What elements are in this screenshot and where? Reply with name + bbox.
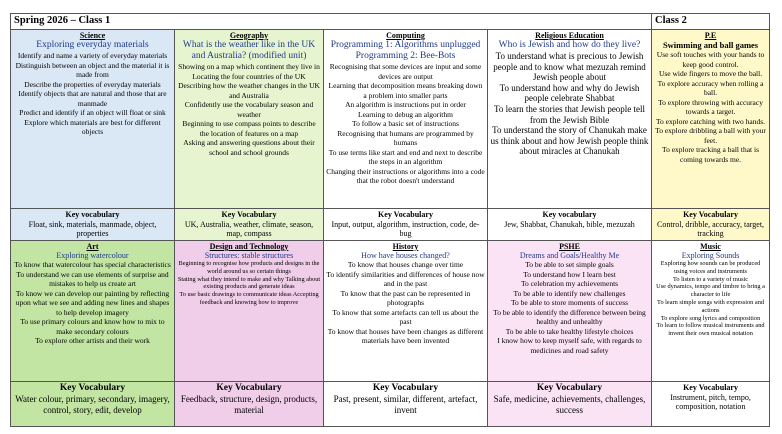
art-line: To know that watercolour has special characteristics (14, 260, 171, 269)
computing-line: An algorithm is instructions put in order (345, 100, 466, 109)
geography-cell (175, 30, 324, 209)
computing-line: To use terms like start and end and next to describe the steps in an algorithm (328, 147, 483, 166)
music-line: To explore song lyrics and composition (660, 314, 761, 322)
geography-vocab-cell (175, 209, 324, 241)
science-line: Explore which materials are best for different objects (24, 117, 161, 136)
geography-line: Describing how the weather changes in the UK and Australia (178, 81, 320, 100)
art-cell (11, 241, 175, 382)
re-vocab-cell (488, 209, 652, 241)
history-line: To identify similarities and differences of house now and in the past (326, 269, 485, 288)
dt-vocab-cell (175, 382, 324, 427)
pe-vocab: Control, dribble, accuracy, target, tracking (656, 219, 765, 238)
dt-line: Stating what they intend to make and why Talking about existing products and generate ideas (177, 275, 321, 291)
row2-content (11, 241, 770, 382)
music-line: To listen to a variety of music (672, 275, 749, 283)
art-topic: Exploring watercolour (56, 251, 129, 260)
history-line: To know that houses have been changes as different materials have been invented (327, 326, 484, 345)
computing-cell (324, 30, 488, 209)
computing-vocab-cell (324, 209, 488, 241)
science-vocab-cell (11, 209, 175, 241)
term-title: Spring 2026 – Class 1 (11, 14, 652, 30)
pshe-line: To be able to set simple goals (525, 260, 614, 269)
geography-vocab: UK, Australia, weather, climate, season, map, compass (184, 219, 314, 238)
pshe-topic: Dreams and Goals/Healthy Me (519, 251, 620, 260)
computing-vocab: Input, output, algorithm, instruction, code, de-bug (331, 219, 480, 238)
history-topic: How have houses changed? (361, 251, 450, 260)
music-line: Use dynamics, tempo and timbre to bring a character to life (656, 283, 765, 299)
re-vocab-title: Key vocabulary (542, 210, 597, 219)
re-vocab: Jew, Shabbat, Chanukah, bible, mezuzah (504, 219, 635, 229)
dt-cell (175, 241, 324, 382)
history-line: To know that some artefacts can tell us about the past (332, 307, 479, 326)
science-line: Distinguish between an object and the material it is made from (15, 60, 170, 79)
pshe-vocab-cell (488, 382, 652, 427)
art-title: Art (86, 242, 99, 251)
music-title: Music (700, 242, 721, 251)
computing-line: Learning that decomposition means breaking down a problem into smaller parts (328, 81, 483, 100)
history-line: To know that the past can be represented in photographs (340, 288, 471, 307)
music-line: To learn to follow musical instruments and invent their own musical notation (656, 322, 765, 338)
computing-line: To follow a basic set of instructions (352, 119, 459, 128)
pe-vocab-cell (652, 209, 770, 241)
pe-line: To explore tracking a ball that is coming towards me. (662, 145, 759, 164)
pshe-title: PSHE (559, 242, 580, 251)
geography-vocab-title: Key Vocabulary (221, 210, 277, 219)
pe-title: P.E (704, 31, 717, 40)
pe-line: To explore throwing with accuracy towards a target. (658, 97, 763, 116)
computing-title: Computing (386, 31, 425, 40)
art-line: To know we can develop our painting by reflecting upon what we see and adding new lines and shapes to help develop imagery (15, 288, 170, 317)
history-vocab-cell (324, 382, 488, 427)
pshe-line: To understand how I learn best (523, 269, 616, 279)
pe-cell (652, 30, 770, 209)
geography-topic: What is the weather like in the UK and Australia? (modified unit) (182, 40, 316, 61)
science-vocab-title: Key vocabulary (65, 210, 120, 219)
re-line: To understand how and why do Jewish people celebrate Shabbat (499, 82, 640, 104)
re-line: To understand the story of Chanukah make us think about and how Jewish people think about miracles at Chanukah (490, 125, 649, 157)
art-vocab-cell (11, 382, 175, 427)
history-vocab: Past, present, similar, different, artefact, invent (333, 394, 478, 415)
geography-line: Locating the four countries of the UK (192, 71, 306, 81)
dt-vocab: Feedback, structure, design, products, material (180, 394, 318, 415)
art-vocab: Water colour, primary, secondary, imagery, control, story, edit, develop (15, 394, 170, 415)
pe-line: Use wide fingers to move the ball. (658, 69, 763, 78)
science-vocab: Float, sink, materials, manmade, object, properties (28, 219, 157, 238)
curriculum-table (10, 13, 770, 427)
history-line: To know that houses change over time (347, 260, 464, 269)
science-line: Identify and name a variety of everyday materials (17, 51, 168, 60)
science-title: Science (79, 31, 106, 40)
science-topic: Exploring everyday materials (36, 40, 149, 50)
row1-content (11, 30, 770, 209)
geography-line: Asking and answering questions about their school and school grounds (183, 138, 315, 157)
dt-vocab-title: Key Vocabulary (216, 383, 282, 393)
science-line: Predict and identify if an object will float or sink (19, 108, 166, 117)
computing-line: Recognising that some devices are input and some devices are output (329, 62, 482, 81)
science-line: Identify objects that are natural and those that are manmade (18, 89, 167, 108)
science-cell (11, 30, 175, 209)
music-line: Exploring how sounds can be produced using voices and instruments (660, 260, 761, 275)
pshe-cell (488, 241, 652, 382)
computing-topic: Programming 1: Algorithms unplugged Programming 2: Bee-Bots (330, 40, 481, 61)
re-line: To understand what is precious to Jewish people and to know what mezuzah remind Jewish people about (493, 51, 646, 83)
art-line: To explore other artists and their work (35, 336, 150, 345)
pshe-line: To celebration my achievements (520, 279, 619, 288)
header-row (11, 14, 770, 30)
geography-title: Geography (229, 31, 269, 40)
pe-line: To explore dribbling a ball with your feet. (655, 126, 766, 145)
music-line: To learn simple songs with expression and actions (657, 298, 764, 314)
music-vocab: Instrument, pitch, tempo, composition, notation (670, 392, 751, 411)
pe-line: To explore catching with two hands. (656, 116, 766, 126)
geography-line: Confidently use the vocabulary season and weather (184, 100, 314, 119)
pshe-line: To be able to identify the difference between being healthy and unhealthy (493, 307, 646, 326)
pshe-vocab: Safe, medicine, achievements, challenges, success (493, 394, 646, 415)
re-topic: Who is Jewish and how do they live? (498, 40, 641, 50)
art-line: To understand we can use elements of surprise and mistakes to help us create art (16, 269, 169, 288)
science-line: Describe the properties of everyday materials (24, 79, 161, 89)
computing-line: Changing their instructions or algorithms into a code that the robot doesn't understand (326, 166, 485, 185)
pe-line: To explore accuracy when rolling a ball. (657, 78, 764, 97)
dt-title: Design and Technology (209, 242, 289, 251)
pshe-line: To be able to store moments of success (510, 298, 629, 307)
re-cell (488, 30, 652, 209)
pshe-line: To be able to identify new challenges (513, 288, 626, 298)
pshe-line: To be able to take healthy lifestyle choices (505, 326, 634, 336)
pshe-line: I know how to keep myself safe, with regards to medicines and road safety (497, 336, 642, 355)
geography-line: Showing on a map which continent they live in (178, 62, 320, 71)
dt-topic: Structures: stable structures (204, 251, 294, 260)
dt-line: Beginning to recognise how products and designs in the world around us so certain things (178, 260, 320, 275)
row2-vocab (11, 382, 770, 427)
row1-vocab (11, 209, 770, 241)
geography-line: Beginning to use compass points to describe the location of features on a map (182, 119, 316, 138)
history-cell (324, 241, 488, 382)
re-line: To learn the stories that Jewish people tell from the Jewish Bible (493, 103, 646, 125)
computing-line: Learning to debug an algorithm (358, 109, 453, 119)
music-cell (652, 241, 770, 382)
history-vocab-title: Key Vocabulary (372, 383, 439, 393)
re-title: Religious Education (535, 31, 604, 40)
history-title: History (392, 242, 419, 251)
music-vocab-cell (652, 382, 770, 427)
computing-line: Recognising that humans are programmed by humans (337, 128, 474, 147)
music-topic: Exploring Sounds (681, 251, 740, 260)
pe-line: Use soft touches with your hands to keep good control. (656, 50, 765, 69)
pshe-vocab-title: Key Vocabulary (536, 383, 603, 393)
computing-vocab-title: Key Vocabulary (378, 210, 433, 219)
pe-topic: Swimming and ball games (662, 40, 759, 50)
pe-vocab-title: Key Vocabulary (683, 210, 738, 219)
art-line: To use primary colours and know how to mix to make secondary colours (20, 317, 165, 336)
music-vocab-title: Key Vocabulary (683, 383, 738, 392)
art-vocab-title: Key Vocabulary (59, 383, 126, 393)
dt-line: To use basic drawings to communicate ideas Accepting feedback and knowing how to improve (179, 291, 319, 306)
class2-title: Class 2 (652, 14, 770, 30)
